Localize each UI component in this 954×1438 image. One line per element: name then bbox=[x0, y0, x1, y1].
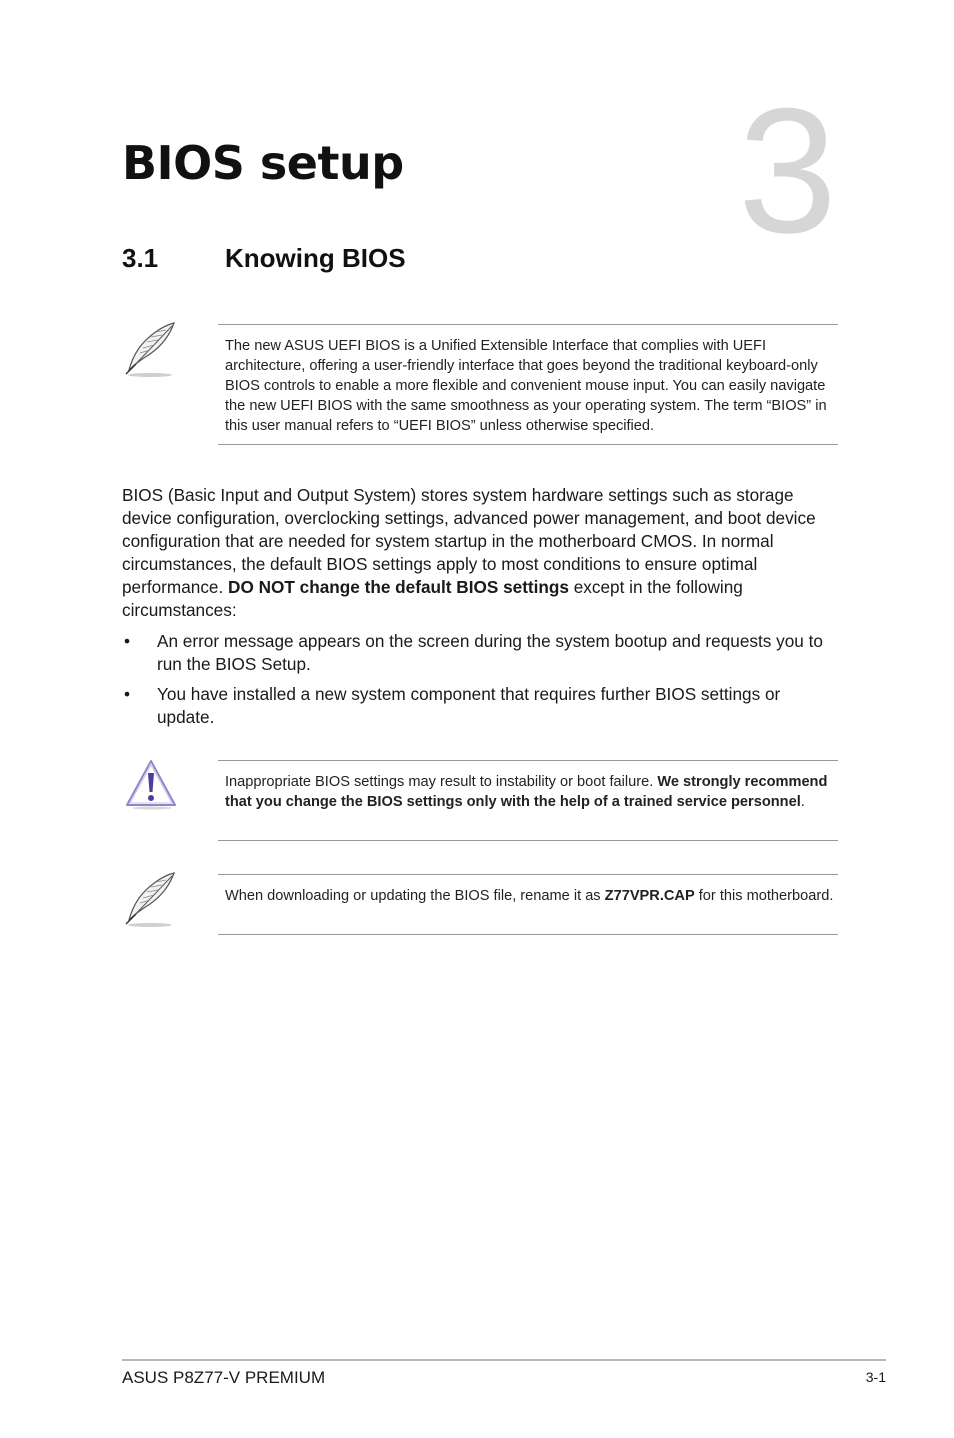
warning-box bbox=[218, 760, 838, 841]
warning-text: Inappropriate BIOS settings may result to instability or boot failure. bbox=[225, 774, 658, 790]
feather-pen-icon bbox=[122, 870, 180, 933]
warning-triangle-icon bbox=[124, 758, 178, 815]
note-text: The new ASUS UEFI BIOS is a Unified Extensible Interface that complies with UEFI architecture, offering a user-friendly interface that goes beyond the traditional keyboard-only BIOS controls to enable a more flexible and convenient mouse input. You can easily navigate the new UEFI BIOS with the same smoothness as your operating system. The term “BIOS” in this user manual refers to “UEFI BIOS” unless otherwise specified. bbox=[225, 338, 827, 434]
section-heading bbox=[122, 245, 406, 271]
intro-paragraph bbox=[122, 484, 842, 622]
list-item bbox=[122, 630, 842, 676]
bullet-list bbox=[122, 630, 842, 729]
list-item-text: You have installed a new system component that requires further BIOS settings or update. bbox=[157, 684, 781, 727]
list-item-text: An error message appears on the screen during the system bootup and requests you to run the BIOS Setup. bbox=[157, 631, 823, 674]
intro-text: BIOS (Basic Input and Output System) stores system hardware settings such as storage device configuration, overclocking settings, advanced power management, and boot device configuration that are needed for system startup in the motherboard CMOS. In normal circumstances, the default BIOS settings apply to most conditions to ensure optimal performance. bbox=[122, 485, 816, 597]
feather-pen-icon bbox=[122, 320, 180, 383]
section-title: Knowing BIOS bbox=[225, 243, 406, 273]
warning-text-end: . bbox=[800, 794, 805, 810]
section-number: 3.1 bbox=[122, 243, 159, 273]
footer-product-name: ASUS P8Z77-V PREMIUM bbox=[122, 1368, 326, 1387]
bullet-marker: • bbox=[124, 684, 131, 704]
list-item bbox=[122, 683, 842, 729]
intro-bold-text: DO NOT change the default BIOS settings bbox=[228, 577, 569, 597]
footer-divider bbox=[122, 1359, 886, 1361]
chapter-number: 3 bbox=[738, 71, 837, 270]
warning-bold-text: We strongly recommend that you change the BIOS settings only with the help of a trained service personnel bbox=[225, 774, 828, 810]
bullet-marker: • bbox=[124, 631, 131, 651]
page-number: 3-1 bbox=[865, 1369, 886, 1385]
chapter-title: BIOS setup bbox=[122, 136, 404, 190]
filename-text: Z77VPR.CAP bbox=[604, 888, 695, 904]
note-box bbox=[218, 324, 838, 445]
intro-text-end: except in the following circumstances: bbox=[122, 577, 743, 620]
note-text: When downloading or updating the BIOS file, rename it as bbox=[225, 888, 605, 904]
note-box bbox=[218, 874, 838, 935]
note-text-end: for this motherboard. bbox=[694, 888, 834, 904]
